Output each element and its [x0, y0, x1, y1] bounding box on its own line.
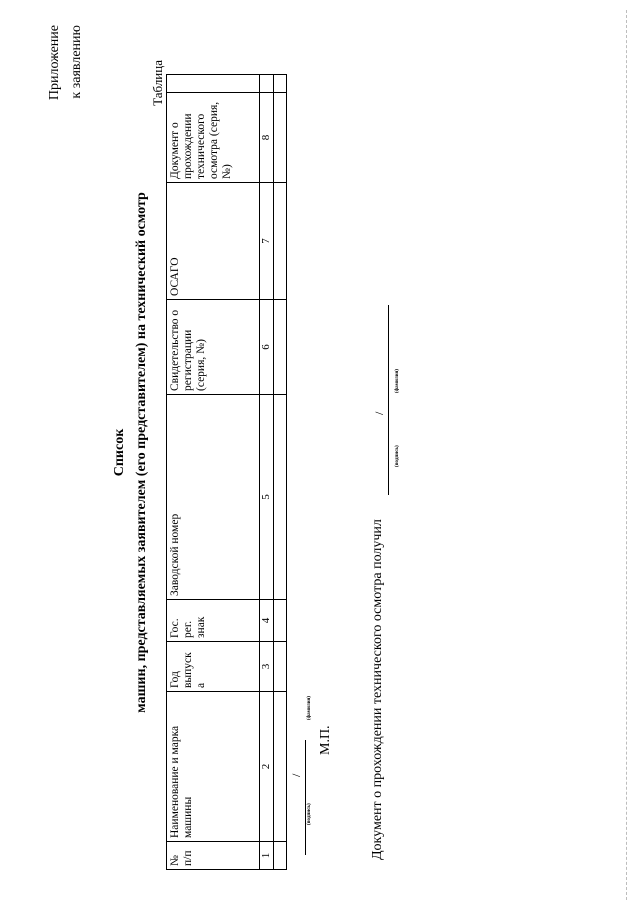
table-cell	[274, 395, 287, 600]
header-registration-cert: Свидетельство о регистрации (серия, №)	[167, 300, 260, 395]
applicant-signature-slash: /	[289, 773, 303, 777]
column-number-6: 6	[260, 300, 274, 395]
column-number-4: 4	[260, 600, 274, 642]
table-cell	[274, 183, 287, 300]
header-reg-plate: Гос. рег. знак	[167, 600, 260, 642]
column-number-8: 8	[260, 93, 274, 183]
table-header-row	[167, 75, 260, 870]
header-row-number: № п/п	[167, 842, 260, 870]
column-number-3: 3	[260, 642, 274, 692]
table-label: Таблица	[150, 60, 165, 106]
receipt-name-caption: (фамилия)	[395, 369, 400, 393]
header-year: Год выпуск а	[167, 642, 260, 692]
table-cell	[274, 842, 287, 870]
column-number-5: 5	[260, 395, 274, 600]
table-number-row	[260, 75, 274, 870]
table-cell	[274, 75, 287, 93]
scan-edge-artifact	[626, 10, 631, 900]
table-cell	[274, 300, 287, 395]
table-row	[274, 75, 287, 870]
header-factory-number: Заводской номер	[167, 395, 260, 600]
machines-table	[166, 74, 287, 870]
appendix-line-2: к заявлению	[69, 25, 84, 99]
receipt-sign-caption: (подпись)	[395, 445, 400, 467]
table-cell	[274, 692, 287, 842]
applicant-sign-caption: (подпись)	[307, 803, 312, 825]
header-extra-column	[167, 75, 260, 93]
receipt-signature-line	[388, 305, 389, 495]
table-cell	[274, 600, 287, 642]
document-title: Список	[112, 428, 127, 477]
column-number-7: 7	[260, 183, 274, 300]
appendix-line-1: Приложение	[47, 25, 62, 101]
header-inspection-doc: Документ о прохождении технического осмотра (серия, №)	[167, 93, 260, 183]
stamp-placeholder: М.П.	[318, 725, 333, 755]
header-machine-name: Наименование и марка машины	[167, 692, 260, 842]
column-number-2: 2	[260, 692, 274, 842]
receipt-text: Документ о прохождении технического осмотра получил	[370, 519, 385, 860]
column-number-1: 1	[260, 842, 274, 870]
document-subtitle: машин, представляемых заявителем (его представителем) на технический осмотр	[134, 192, 149, 713]
header-osago: ОСАГО	[167, 183, 260, 300]
applicant-signature-line	[305, 740, 306, 855]
table-cell	[274, 642, 287, 692]
receipt-signature-slash: /	[372, 411, 386, 415]
column-number-extra	[260, 75, 274, 93]
appendix-note	[44, 25, 88, 135]
applicant-name-caption: (фамилия)	[307, 696, 312, 720]
table-cell	[274, 93, 287, 183]
